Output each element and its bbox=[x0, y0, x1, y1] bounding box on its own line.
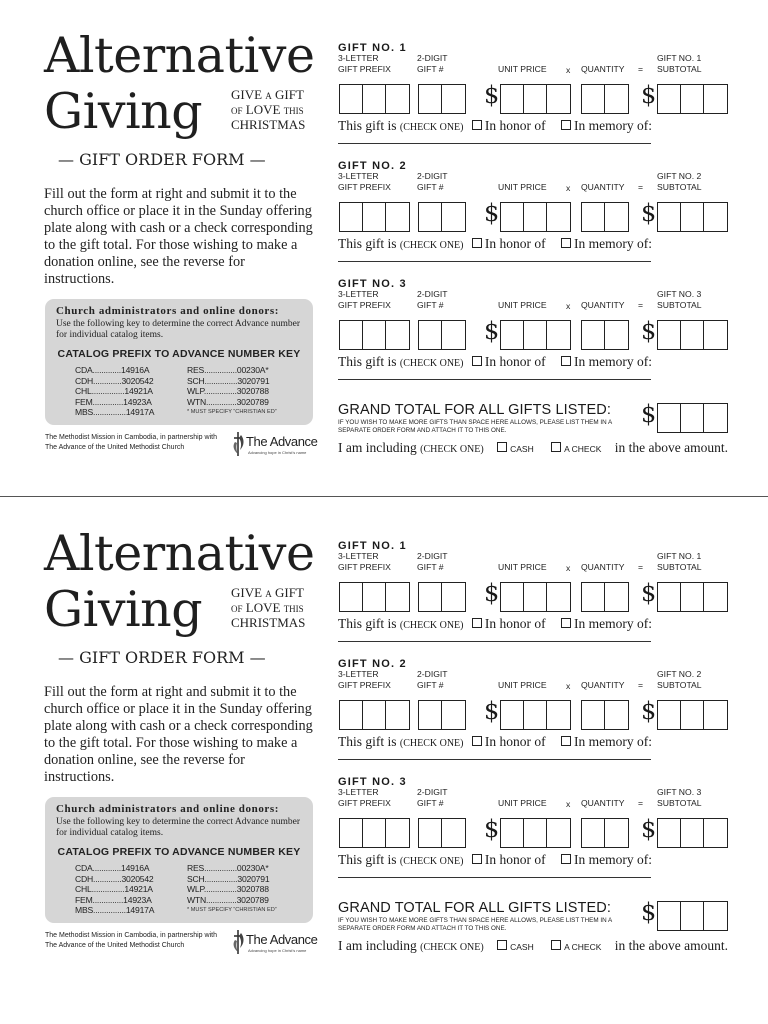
in-honor-checkbox[interactable] bbox=[472, 120, 482, 130]
form-subtitle: — GIFT ORDER FORM — bbox=[58, 150, 266, 169]
including-label: I am including bbox=[338, 440, 417, 455]
form-title-line1: Alternative bbox=[44, 27, 315, 84]
quantity-label: QUANTITY bbox=[581, 798, 625, 808]
gift-block-3 bbox=[338, 776, 730, 886]
times-label: x bbox=[566, 799, 571, 809]
dollar-sign: $ bbox=[641, 199, 657, 227]
key-entry: RES...............00230A* bbox=[187, 365, 269, 375]
prefix-label: 3-LETTER GIFT PREFIX bbox=[338, 289, 391, 310]
gift-title: GIFT NO. 2 bbox=[338, 160, 407, 172]
in-honor-label: In honor of bbox=[484, 118, 546, 133]
in-memory-label: In memory of: bbox=[574, 616, 652, 631]
the-advance-logo bbox=[232, 928, 332, 956]
this-gift-label: This gift is bbox=[338, 236, 397, 251]
prefix-label: 3-LETTER GIFT PREFIX bbox=[338, 171, 391, 192]
payment-method-row bbox=[338, 440, 728, 456]
dollar-sign: $ bbox=[641, 697, 657, 725]
unit-price-input[interactable] bbox=[500, 202, 571, 232]
key-column-1 bbox=[75, 365, 154, 418]
dedication-row bbox=[338, 354, 652, 370]
dollar-sign: $ bbox=[484, 815, 500, 843]
in-honor-checkbox[interactable] bbox=[472, 238, 482, 248]
times-label: x bbox=[566, 563, 571, 573]
key-entry: CDH.............3020542 bbox=[75, 873, 154, 884]
logo-motto: Advancing hope in Christ’s name bbox=[248, 948, 307, 953]
equals-label: = bbox=[638, 798, 644, 808]
in-honor-label: In honor of bbox=[484, 734, 546, 749]
quantity-input[interactable] bbox=[581, 202, 629, 232]
divider bbox=[338, 641, 651, 642]
equals-label: = bbox=[638, 64, 644, 74]
this-gift-label: This gift is bbox=[338, 852, 397, 867]
check-one-label: (CHECK ONE) bbox=[399, 358, 464, 369]
check-one-label: (CHECK ONE) bbox=[399, 122, 464, 133]
gift-title: GIFT NO. 1 bbox=[338, 540, 407, 552]
divider bbox=[338, 143, 651, 144]
cash-checkbox[interactable] bbox=[497, 940, 507, 950]
dollar-sign: $ bbox=[641, 400, 657, 428]
subtotal-input[interactable] bbox=[657, 84, 728, 114]
prefix-label: 3-LETTER GIFT PREFIX bbox=[338, 551, 391, 572]
divider bbox=[338, 877, 651, 878]
unit-price-label: UNIT PRICE bbox=[498, 300, 547, 310]
in-memory-checkbox[interactable] bbox=[561, 356, 571, 366]
subtotal-label: GIFT NO. 2 SUBTOTAL bbox=[657, 669, 702, 690]
dedication-row bbox=[338, 118, 652, 134]
quantity-label: QUANTITY bbox=[581, 680, 625, 690]
grand-total-title: GRAND TOTAL FOR ALL GIFTS LISTED: bbox=[338, 402, 611, 418]
gift-title: GIFT NO. 3 bbox=[338, 278, 407, 290]
in-honor-label: In honor of bbox=[484, 616, 546, 631]
check-label: A CHECK bbox=[564, 444, 602, 454]
key-column-1 bbox=[75, 863, 154, 916]
including-label: I am including bbox=[338, 938, 417, 953]
quantity-input[interactable] bbox=[581, 582, 629, 612]
check-one-label: (CHECK ONE) bbox=[399, 738, 464, 749]
gift-prefix-input[interactable] bbox=[339, 700, 410, 730]
divider bbox=[338, 379, 651, 380]
subtotal-input[interactable] bbox=[657, 818, 728, 848]
in-honor-checkbox[interactable] bbox=[472, 356, 482, 366]
divider bbox=[338, 759, 651, 760]
check-checkbox[interactable] bbox=[551, 442, 561, 452]
form-title-line2: Giving bbox=[44, 83, 203, 140]
key-entry: SCH...............3020791 bbox=[187, 873, 270, 884]
prefix-label: 3-LETTER GIFT PREFIX bbox=[338, 787, 391, 808]
logo-brand: The Advance bbox=[246, 932, 318, 947]
quantity-input[interactable] bbox=[581, 84, 629, 114]
dollar-sign: $ bbox=[641, 815, 657, 843]
in-memory-label: In memory of: bbox=[574, 354, 652, 369]
times-label: x bbox=[566, 681, 571, 691]
key-heading: Church administrators and online donors: bbox=[56, 803, 280, 815]
logo-motto: Advancing hope in Christ’s name bbox=[248, 450, 307, 455]
in-honor-checkbox[interactable] bbox=[472, 736, 482, 746]
key-entry: CDH.............3020542 bbox=[75, 375, 154, 386]
catalog-key-box bbox=[45, 299, 313, 425]
key-note: * MUST SPECIFY “CHRISTIAN ED” bbox=[187, 907, 277, 913]
cash-checkbox[interactable] bbox=[497, 442, 507, 452]
dollar-sign: $ bbox=[641, 898, 657, 926]
grand-total-note: IF YOU WISH TO MAKE MORE GIFTS THAN SPACE HERE ALLOWS, PLEASE LIST THEM IN A SEPARATE ORDER FORM AND ATTACH IT TO THIS ONE. bbox=[338, 419, 612, 434]
grand-total-section bbox=[338, 400, 730, 464]
divider bbox=[338, 261, 651, 262]
in-memory-checkbox[interactable] bbox=[561, 736, 571, 746]
key-entry: RES...............00230A* bbox=[187, 863, 269, 873]
dollar-sign: $ bbox=[484, 697, 500, 725]
form-title-line1: Alternative bbox=[44, 525, 315, 582]
this-gift-label: This gift is bbox=[338, 734, 397, 749]
unit-price-label: UNIT PRICE bbox=[498, 182, 547, 192]
the-advance-logo bbox=[232, 430, 332, 458]
in-memory-label: In memory of: bbox=[574, 734, 652, 749]
subtotal-input[interactable] bbox=[657, 320, 728, 350]
key-entry: WTN..............3020789 bbox=[187, 396, 269, 407]
key-entry: WTN..............3020789 bbox=[187, 894, 269, 905]
subtotal-input[interactable] bbox=[657, 700, 728, 730]
tagline: GIVE A GIFT OF LOVE THIS CHRISTMAS bbox=[231, 87, 306, 132]
unit-price-input[interactable] bbox=[500, 320, 571, 350]
key-entry: FEM..............14923A bbox=[75, 396, 152, 407]
grand-total-input[interactable] bbox=[657, 403, 728, 433]
quantity-input[interactable] bbox=[581, 700, 629, 730]
digit-label: 2-DIGIT GIFT # bbox=[417, 53, 448, 74]
times-label: x bbox=[566, 65, 571, 75]
form-title-line2: Giving bbox=[44, 581, 203, 638]
check-one-label: (CHECK ONE) bbox=[399, 240, 464, 251]
mission-text: The Methodist Mission in Cambodia, in partnership with The Advance of the United Methodist Church bbox=[45, 434, 217, 451]
grand-total-title: GRAND TOTAL FOR ALL GIFTS LISTED: bbox=[338, 900, 611, 916]
amount-text: in the above amount. bbox=[614, 938, 729, 953]
equals-label: = bbox=[638, 182, 644, 192]
this-gift-label: This gift is bbox=[338, 354, 397, 369]
key-title: CATALOG PREFIX TO ADVANCE NUMBER KEY bbox=[57, 348, 301, 360]
unit-price-label: UNIT PRICE bbox=[498, 680, 547, 690]
key-subtext: Use the following key to determine the correct Advance number for individual catalog items. bbox=[56, 319, 301, 340]
digit-label: 2-DIGIT GIFT # bbox=[417, 669, 448, 690]
quantity-label: QUANTITY bbox=[581, 182, 625, 192]
gift-prefix-input[interactable] bbox=[339, 818, 410, 848]
digit-label: 2-DIGIT GIFT # bbox=[417, 787, 448, 808]
dollar-sign: $ bbox=[484, 317, 500, 345]
unit-price-input[interactable] bbox=[500, 818, 571, 848]
check-label: A CHECK bbox=[564, 942, 602, 952]
gift-block-2 bbox=[338, 160, 730, 270]
key-entry: CHL...............14921A bbox=[75, 884, 153, 894]
subtotal-label: GIFT NO. 1 SUBTOTAL bbox=[657, 551, 702, 572]
subtotal-input[interactable] bbox=[657, 202, 728, 232]
gift-prefix-input[interactable] bbox=[339, 84, 410, 114]
instructions-text: Fill out the form at right and submit it to the church office or place it in the Sunday offering plate along with cash or a check corresponding to the gift total. For those wishing to make a donation online, see the reverse for instructions. bbox=[44, 186, 313, 287]
dollar-sign: $ bbox=[484, 81, 500, 109]
key-heading: Church administrators and online donors: bbox=[56, 305, 280, 317]
grand-total-section bbox=[338, 898, 730, 962]
gift-prefix-input[interactable] bbox=[339, 320, 410, 350]
unit-price-label: UNIT PRICE bbox=[498, 64, 547, 74]
dollar-sign: $ bbox=[641, 579, 657, 607]
quantity-label: QUANTITY bbox=[581, 562, 625, 572]
unit-price-label: UNIT PRICE bbox=[498, 562, 547, 572]
prefix-label: 3-LETTER GIFT PREFIX bbox=[338, 669, 391, 690]
this-gift-label: This gift is bbox=[338, 616, 397, 631]
check-checkbox[interactable] bbox=[551, 940, 561, 950]
in-honor-checkbox[interactable] bbox=[472, 854, 482, 864]
unit-price-input[interactable] bbox=[500, 582, 571, 612]
digit-label: 2-DIGIT GIFT # bbox=[417, 171, 448, 192]
gift-block-1 bbox=[338, 540, 730, 650]
equals-label: = bbox=[638, 680, 644, 690]
cross-flame-icon bbox=[232, 430, 246, 458]
payment-method-row bbox=[338, 938, 728, 954]
digit-label: 2-DIGIT GIFT # bbox=[417, 551, 448, 572]
key-entry: MBS...............14917A bbox=[75, 407, 155, 417]
prefix-label: 3-LETTER GIFT PREFIX bbox=[338, 53, 391, 74]
key-entry: WLP...............3020788 bbox=[187, 386, 269, 396]
gift-number-input[interactable] bbox=[418, 320, 466, 350]
equals-label: = bbox=[638, 300, 644, 310]
in-honor-label: In honor of bbox=[484, 852, 546, 867]
in-honor-label: In honor of bbox=[484, 354, 546, 369]
tagline: GIVE A GIFT OF LOVE THIS CHRISTMAS bbox=[231, 585, 306, 630]
key-title: CATALOG PREFIX TO ADVANCE NUMBER KEY bbox=[57, 846, 301, 858]
in-memory-label: In memory of: bbox=[574, 852, 652, 867]
unit-price-input[interactable] bbox=[500, 700, 571, 730]
grand-total-input[interactable] bbox=[657, 901, 728, 931]
gift-title: GIFT NO. 2 bbox=[338, 658, 407, 670]
cash-label: CASH bbox=[510, 942, 534, 952]
dollar-sign: $ bbox=[641, 317, 657, 345]
gift-title: GIFT NO. 1 bbox=[338, 42, 407, 54]
key-entry: FEM..............14923A bbox=[75, 894, 152, 905]
order-form-top bbox=[0, 0, 768, 498]
in-memory-label: In memory of: bbox=[574, 236, 652, 251]
cross-flame-icon bbox=[232, 928, 246, 956]
in-memory-checkbox[interactable] bbox=[561, 120, 571, 130]
key-entry: CHL...............14921A bbox=[75, 386, 153, 396]
key-column-2 bbox=[187, 863, 269, 905]
in-memory-label: In memory of: bbox=[574, 118, 652, 133]
gift-prefix-input[interactable] bbox=[339, 582, 410, 612]
digit-label: 2-DIGIT GIFT # bbox=[417, 289, 448, 310]
key-entry: WLP...............3020788 bbox=[187, 884, 269, 894]
mission-text: The Methodist Mission in Cambodia, in partnership with The Advance of the United Methodist Church bbox=[45, 932, 217, 949]
gift-prefix-input[interactable] bbox=[339, 202, 410, 232]
key-entry: SCH...............3020791 bbox=[187, 375, 270, 386]
key-entry: MBS...............14917A bbox=[75, 905, 155, 915]
gift-number-input[interactable] bbox=[418, 582, 466, 612]
in-honor-checkbox[interactable] bbox=[472, 618, 482, 628]
gift-block-1 bbox=[338, 42, 730, 152]
order-form-bottom bbox=[0, 498, 768, 996]
in-memory-checkbox[interactable] bbox=[561, 238, 571, 248]
subtotal-label: GIFT NO. 1 SUBTOTAL bbox=[657, 53, 702, 74]
dedication-row bbox=[338, 734, 652, 750]
dollar-sign: $ bbox=[484, 579, 500, 607]
subtotal-label: GIFT NO. 2 SUBTOTAL bbox=[657, 171, 702, 192]
subtotal-label: GIFT NO. 3 SUBTOTAL bbox=[657, 289, 702, 310]
quantity-input[interactable] bbox=[581, 320, 629, 350]
cash-label: CASH bbox=[510, 444, 534, 454]
unit-price-label: UNIT PRICE bbox=[498, 798, 547, 808]
amount-text: in the above amount. bbox=[614, 440, 729, 455]
key-entry: CDA.............14916A bbox=[75, 365, 150, 375]
key-entry: CDA.............14916A bbox=[75, 863, 150, 873]
quantity-label: QUANTITY bbox=[581, 64, 625, 74]
dedication-row bbox=[338, 616, 652, 632]
dollar-sign: $ bbox=[484, 199, 500, 227]
key-column-2 bbox=[187, 365, 269, 407]
dedication-row bbox=[338, 852, 652, 868]
in-honor-label: In honor of bbox=[484, 236, 546, 251]
dollar-sign: $ bbox=[641, 81, 657, 109]
subtotal-label: GIFT NO. 3 SUBTOTAL bbox=[657, 787, 702, 808]
this-gift-label: This gift is bbox=[338, 118, 397, 133]
key-note: * MUST SPECIFY “CHRISTIAN ED” bbox=[187, 409, 277, 415]
grand-total-note: IF YOU WISH TO MAKE MORE GIFTS THAN SPACE HERE ALLOWS, PLEASE LIST THEM IN A SEPARATE ORDER FORM AND ATTACH IT TO THIS ONE. bbox=[338, 917, 612, 932]
key-subtext: Use the following key to determine the correct Advance number for individual catalog items. bbox=[56, 817, 301, 838]
instructions-text: Fill out the form at right and submit it to the church office or place it in the Sunday offering plate along with cash or a check corresponding to the gift total. For those wishing to make a donation online, see the reverse for instructions. bbox=[44, 684, 313, 785]
in-memory-checkbox[interactable] bbox=[561, 618, 571, 628]
check-one-label: (CHECK ONE) bbox=[399, 620, 464, 631]
check-one-label: (CHECK ONE) bbox=[399, 856, 464, 867]
form-subtitle: — GIFT ORDER FORM — bbox=[58, 648, 266, 667]
times-label: x bbox=[566, 301, 571, 311]
gift-number-input[interactable] bbox=[418, 818, 466, 848]
subtotal-input[interactable] bbox=[657, 582, 728, 612]
quantity-input[interactable] bbox=[581, 818, 629, 848]
equals-label: = bbox=[638, 562, 644, 572]
gift-block-3 bbox=[338, 278, 730, 388]
in-memory-checkbox[interactable] bbox=[561, 854, 571, 864]
gift-number-input[interactable] bbox=[418, 202, 466, 232]
gift-number-input[interactable] bbox=[418, 700, 466, 730]
dedication-row bbox=[338, 236, 652, 252]
gift-title: GIFT NO. 3 bbox=[338, 776, 407, 788]
unit-price-input[interactable] bbox=[500, 84, 571, 114]
gift-block-2 bbox=[338, 658, 730, 768]
times-label: x bbox=[566, 183, 571, 193]
gift-number-input[interactable] bbox=[418, 84, 466, 114]
catalog-key-box bbox=[45, 797, 313, 923]
check-one-label: (CHECK ONE) bbox=[420, 942, 484, 953]
check-one-label: (CHECK ONE) bbox=[420, 444, 484, 455]
logo-brand: The Advance bbox=[246, 434, 318, 449]
quantity-label: QUANTITY bbox=[581, 300, 625, 310]
